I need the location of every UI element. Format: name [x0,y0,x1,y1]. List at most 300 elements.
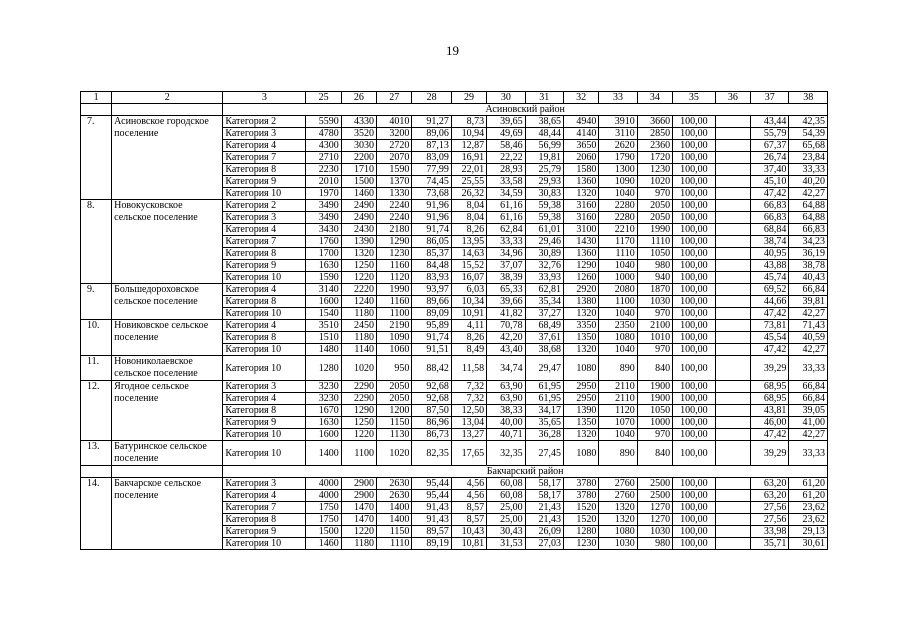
category-cell: Категория 10 [223,441,306,466]
value-cell: 73,68 [412,188,451,200]
value-cell: 1760 [306,236,341,248]
value-cell: 100,00 [673,272,716,284]
value-cell: 100,00 [673,260,716,272]
settlement-name: Асиновское городское поселение [112,116,223,200]
value-cell: 27,56 [750,502,788,514]
value-cell: 95,44 [412,478,451,490]
value-cell: 15,52 [451,260,486,272]
value-cell [715,128,750,140]
value-cell: 3350 [564,320,599,332]
category-cell: Категория 3 [223,212,306,224]
value-cell: 2060 [564,152,599,164]
value-cell: 1040 [599,308,637,320]
value-cell: 1280 [564,526,599,538]
value-cell: 1040 [599,260,637,272]
value-cell: 8,57 [451,502,486,514]
value-cell: 16,07 [451,272,486,284]
value-cell: 77,99 [412,164,451,176]
value-cell: 1700 [306,248,341,260]
value-cell: 64,88 [789,212,828,224]
value-cell: 1320 [599,502,637,514]
value-cell [715,248,750,260]
value-cell [715,224,750,236]
value-cell: 2050 [377,381,412,393]
value-cell: 3520 [341,128,376,140]
value-cell: 1460 [306,538,341,550]
value-cell: 1180 [341,538,376,550]
category-cell: Категория 4 [223,320,306,332]
value-cell: 10,94 [451,128,486,140]
value-cell: 1720 [637,152,672,164]
value-cell: 29,47 [525,356,563,381]
value-cell: 2950 [564,381,599,393]
value-cell: 1270 [637,502,672,514]
value-cell: 1470 [341,502,376,514]
category-cell: Категория 2 [223,200,306,212]
value-cell: 58,46 [487,140,525,152]
value-cell: 68,49 [525,320,563,332]
value-cell: 89,66 [412,296,451,308]
value-cell: 22,22 [487,152,525,164]
value-cell: 2360 [637,140,672,152]
category-cell: Категория 9 [223,417,306,429]
value-cell: 23,62 [789,514,828,526]
value-cell: 1010 [637,332,672,344]
value-cell: 2070 [377,152,412,164]
value-cell: 1270 [637,514,672,526]
value-cell: 63,20 [750,478,788,490]
value-cell: 61,16 [487,200,525,212]
value-cell: 3780 [564,478,599,490]
value-cell: 86,96 [412,417,451,429]
value-cell: 3200 [377,128,412,140]
value-cell: 95,89 [412,320,451,332]
value-cell: 100,00 [673,308,716,320]
value-cell: 21,43 [525,514,563,526]
value-cell: 1520 [564,502,599,514]
value-cell: 2710 [306,152,341,164]
value-cell: 89,06 [412,128,451,140]
value-cell: 100,00 [673,248,716,260]
value-cell: 1400 [377,514,412,526]
value-cell: 61,20 [789,478,828,490]
value-cell: 34,59 [487,188,525,200]
value-cell: 36,28 [525,429,563,441]
value-cell [715,200,750,212]
value-cell: 39,66 [487,296,525,308]
value-cell: 1480 [306,344,341,356]
value-cell: 2760 [599,490,637,502]
value-cell: 1240 [341,296,376,308]
value-cell: 4780 [306,128,341,140]
value-cell: 1080 [599,332,637,344]
value-cell: 1500 [341,176,376,188]
value-cell: 27,45 [525,441,563,466]
value-cell: 1750 [306,502,341,514]
value-cell: 1230 [377,248,412,260]
value-cell: 30,61 [789,538,828,550]
value-cell: 25,79 [525,164,563,176]
value-cell: 1790 [599,152,637,164]
value-cell: 100,00 [673,116,716,128]
value-cell: 1090 [377,332,412,344]
column-header: 26 [341,92,376,104]
value-cell: 1090 [599,176,637,188]
column-header: 25 [306,92,341,104]
value-cell [715,356,750,381]
value-cell: 38,33 [487,405,525,417]
value-cell: 1710 [341,164,376,176]
value-cell: 1320 [564,429,599,441]
category-cell: Категория 8 [223,248,306,260]
value-cell: 1590 [306,272,341,284]
value-cell: 42,27 [789,344,828,356]
value-cell: 1320 [341,248,376,260]
row-number: 11. [81,356,112,381]
value-cell: 35,71 [750,538,788,550]
value-cell: 25,00 [487,514,525,526]
value-cell: 10,81 [451,538,486,550]
value-cell: 10,43 [451,526,486,538]
value-cell: 1120 [599,405,637,417]
value-cell: 1300 [599,164,637,176]
value-cell: 4940 [564,116,599,128]
value-cell: 40,20 [789,176,828,188]
value-cell: 2240 [377,212,412,224]
value-cell: 1080 [564,441,599,466]
value-cell: 1390 [341,236,376,248]
value-cell: 2760 [599,478,637,490]
value-cell: 86,05 [412,236,451,248]
value-cell: 100,00 [673,490,716,502]
value-cell: 56,99 [525,140,563,152]
value-cell: 2850 [637,128,672,140]
value-cell: 1400 [377,502,412,514]
value-cell: 34,17 [525,405,563,417]
value-cell: 30,43 [487,526,525,538]
value-cell: 1630 [306,260,341,272]
value-cell [715,272,750,284]
value-cell: 1000 [637,417,672,429]
value-cell: 1970 [306,188,341,200]
empty-cell [112,466,223,478]
value-cell: 1020 [637,176,672,188]
value-cell: 2010 [306,176,341,188]
value-cell: 7,32 [451,381,486,393]
value-cell: 13,27 [451,429,486,441]
value-cell: 1110 [377,538,412,550]
value-cell [715,344,750,356]
value-cell: 66,83 [750,200,788,212]
value-cell: 8,49 [451,344,486,356]
value-cell: 59,38 [525,200,563,212]
category-cell: Категория 4 [223,284,306,296]
value-cell [715,526,750,538]
value-cell [715,212,750,224]
category-cell: Категория 10 [223,308,306,320]
value-cell: 19,81 [525,152,563,164]
value-cell: 65,68 [789,140,828,152]
value-cell: 44,66 [750,296,788,308]
value-cell: 1250 [341,260,376,272]
row-number: 9. [81,284,112,320]
header-row [81,92,828,104]
value-cell: 14,63 [451,248,486,260]
value-cell: 26,74 [750,152,788,164]
value-cell: 1350 [564,332,599,344]
column-header: 38 [789,92,828,104]
value-cell: 1140 [341,344,376,356]
value-cell: 970 [637,429,672,441]
value-cell: 38,74 [750,236,788,248]
value-cell: 4140 [564,128,599,140]
category-cell: Категория 10 [223,429,306,441]
value-cell: 91,74 [412,224,451,236]
value-cell: 100,00 [673,405,716,417]
value-cell: 62,81 [525,284,563,296]
value-cell: 1050 [637,248,672,260]
category-cell: Категория 8 [223,164,306,176]
value-cell: 45,10 [750,176,788,188]
row-number: 14. [81,478,112,550]
category-cell: Категория 10 [223,344,306,356]
value-cell [715,490,750,502]
value-cell: 1110 [599,248,637,260]
value-cell: 36,19 [789,248,828,260]
category-cell: Категория 9 [223,526,306,538]
value-cell: 1280 [306,356,341,381]
value-cell: 17,65 [451,441,486,466]
value-cell: 2200 [341,152,376,164]
value-cell: 950 [377,356,412,381]
column-header: 2 [112,92,223,104]
value-cell: 2240 [377,200,412,212]
page-number: 19 [446,43,459,58]
value-cell: 1370 [377,176,412,188]
value-cell: 1320 [564,308,599,320]
value-cell: 3490 [306,212,341,224]
value-cell: 1400 [306,441,341,466]
value-cell: 2430 [341,224,376,236]
value-cell: 3100 [564,224,599,236]
value-cell: 1180 [341,332,376,344]
table-row [81,478,828,490]
value-cell: 980 [637,538,672,550]
value-cell [715,320,750,332]
column-header: 31 [525,92,563,104]
value-cell: 61,95 [525,381,563,393]
value-cell [715,393,750,405]
value-cell: 2450 [341,320,376,332]
column-header: 30 [487,92,525,104]
value-cell: 1170 [599,236,637,248]
value-cell: 37,61 [525,332,563,344]
settlement-name: Большедороховское сельское поселение [112,284,223,320]
value-cell: 28,93 [487,164,525,176]
region-name: Асиновский район [223,104,828,116]
value-cell: 100,00 [673,417,716,429]
value-cell: 3650 [564,140,599,152]
value-cell: 100,00 [673,332,716,344]
value-cell: 100,00 [673,152,716,164]
value-cell: 40,43 [789,272,828,284]
value-cell: 1460 [341,188,376,200]
value-cell: 8,57 [451,514,486,526]
value-cell: 61,01 [525,224,563,236]
value-cell [715,478,750,490]
value-cell: 1630 [306,417,341,429]
value-cell: 840 [637,441,672,466]
value-cell: 1600 [306,429,341,441]
value-cell: 30,83 [525,188,563,200]
settlement-name: Новониколаевское сельское поселение [112,356,223,381]
value-cell: 1100 [599,296,637,308]
region-row [81,466,828,478]
value-cell: 43,40 [487,344,525,356]
value-cell: 63,20 [750,490,788,502]
value-cell: 100,00 [673,176,716,188]
value-cell: 33,33 [789,164,828,176]
value-cell: 33,33 [487,236,525,248]
value-cell: 840 [637,356,672,381]
value-cell: 66,84 [789,381,828,393]
table-row [81,116,828,128]
value-cell: 91,96 [412,212,451,224]
value-cell: 40,71 [487,429,525,441]
value-cell: 34,96 [487,248,525,260]
value-cell: 2220 [341,284,376,296]
value-cell: 1540 [306,308,341,320]
row-number: 10. [81,320,112,356]
value-cell: 3110 [599,128,637,140]
value-cell: 100,00 [673,356,716,381]
column-header: 33 [599,92,637,104]
region-name: Бакчарский район [223,466,828,478]
category-cell: Категория 9 [223,260,306,272]
value-cell: 2620 [599,140,637,152]
value-cell: 2350 [599,320,637,332]
value-cell [715,152,750,164]
row-number: 12. [81,381,112,441]
value-cell [715,296,750,308]
value-cell: 890 [599,441,637,466]
value-cell: 41,82 [487,308,525,320]
value-cell: 40,00 [487,417,525,429]
value-cell: 100,00 [673,128,716,140]
category-cell: Категория 4 [223,224,306,236]
value-cell: 58,17 [525,478,563,490]
value-cell: 68,95 [750,381,788,393]
value-cell: 33,33 [789,441,828,466]
value-cell: 1360 [564,176,599,188]
value-cell [715,188,750,200]
value-cell: 48,44 [525,128,563,140]
column-header: 34 [637,92,672,104]
value-cell: 39,29 [750,356,788,381]
value-cell: 1100 [377,308,412,320]
value-cell: 10,91 [451,308,486,320]
value-cell: 23,84 [789,152,828,164]
value-cell: 64,88 [789,200,828,212]
value-cell [715,236,750,248]
row-number: 8. [81,200,112,284]
value-cell: 74,45 [412,176,451,188]
value-cell: 83,93 [412,272,451,284]
value-cell: 1020 [377,441,412,466]
value-cell: 1670 [306,405,341,417]
value-cell: 2900 [341,478,376,490]
value-cell: 2500 [637,478,672,490]
value-cell: 86,73 [412,429,451,441]
value-cell: 4,56 [451,490,486,502]
value-cell: 68,84 [750,224,788,236]
value-cell: 47,42 [750,308,788,320]
value-cell: 42,20 [487,332,525,344]
value-cell: 2720 [377,140,412,152]
value-cell: 8,04 [451,212,486,224]
category-cell: Категория 8 [223,332,306,344]
row-number: 7. [81,116,112,200]
value-cell [715,417,750,429]
value-cell [715,441,750,466]
settlement-name: Новокусковское сельское поселение [112,200,223,284]
value-cell: 3160 [564,212,599,224]
value-cell [715,176,750,188]
value-cell: 1250 [341,417,376,429]
value-cell: 1100 [341,441,376,466]
column-header: 29 [451,92,486,104]
value-cell: 89,09 [412,308,451,320]
category-cell: Категория 8 [223,405,306,417]
value-cell: 1020 [341,356,376,381]
value-cell: 43,81 [750,405,788,417]
table-row [81,200,828,212]
value-cell [715,116,750,128]
value-cell: 83,09 [412,152,451,164]
value-cell: 1120 [377,272,412,284]
value-cell: 1220 [341,526,376,538]
value-cell: 42,27 [789,188,828,200]
region-row [81,104,828,116]
value-cell: 37,27 [525,308,563,320]
value-cell: 30,89 [525,248,563,260]
value-cell: 5590 [306,116,341,128]
value-cell: 1050 [637,405,672,417]
value-cell: 2630 [377,490,412,502]
value-cell: 29,93 [525,176,563,188]
category-cell: Категория 4 [223,140,306,152]
value-cell: 87,13 [412,140,451,152]
category-cell: Категория 2 [223,116,306,128]
value-cell: 31,53 [487,538,525,550]
value-cell: 25,00 [487,502,525,514]
table-row [81,381,828,393]
value-cell [715,260,750,272]
value-cell: 1180 [341,308,376,320]
value-cell: 4000 [306,490,341,502]
value-cell: 1040 [599,188,637,200]
empty-cell [81,104,112,116]
value-cell: 2280 [599,212,637,224]
value-cell: 2500 [637,490,672,502]
value-cell: 1150 [377,417,412,429]
value-cell: 34,23 [789,236,828,248]
value-cell: 63,90 [487,393,525,405]
value-cell: 2110 [599,381,637,393]
value-cell: 1160 [377,260,412,272]
value-cell: 37,07 [487,260,525,272]
value-cell: 1290 [377,236,412,248]
